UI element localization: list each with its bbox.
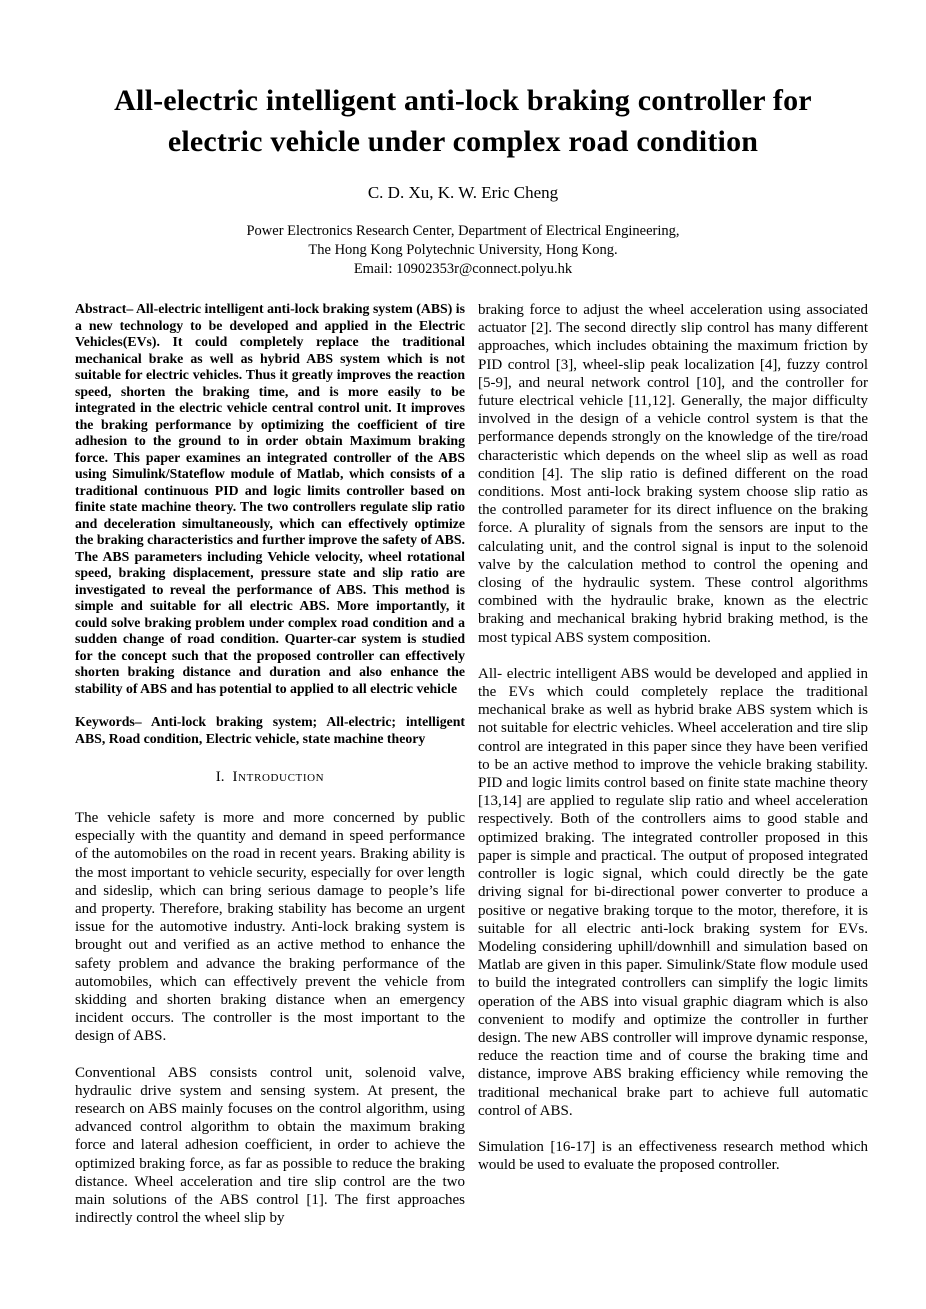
left-column — [75, 301, 465, 1227]
keywords-paragraph: Keywords– Anti-lock braking system; All-electric; intelligent ABS, Road condition, Electric vehicle, state machine theory — [75, 714, 465, 746]
right-column — [478, 301, 868, 1227]
two-column-body — [75, 301, 868, 1227]
introduction-heading — [75, 768, 465, 786]
intro-paragraph-2: Conventional ABS consists control unit, solenoid valve, hydraulic drive system and sensing system. At present, the research on ABS mainly focuses on the control algorithm, using advanced control algorithm to obtain the maximum braking force and lateral adhesion coefficient, in order to achieve the optimized braking force, as far as possible to reduce the braking distance. Wheel acceleration and tire slip control are the two main solutions of the ABS control [1]. The first approaches indirectly control the wheel slip by — [75, 1064, 465, 1227]
authors-line: C. D. Xu, K. W. Eric Cheng — [367, 183, 559, 202]
title-line-2: electric vehicle under complex road condition — [167, 125, 759, 158]
section-title: Introduction — [232, 769, 325, 785]
intro-paragraph-1: The vehicle safety is more and more concerned by public especially with the quantity and demand in speed performance of the automobiles on the road in recent years. Braking ability is the most important to vehicle security, especially for over length and sideslip, which can bring serious damage to people’s life and property. Therefore, braking stability has become an urgent issue for the automotive industry. Anti-lock braking system is brought out and verified as an active method to enhance the safety problem and advance the braking performance of the automobiles, which can effectively prevent the vehicle from skidding and shorten braking distance when an emergency incident occurs. The controller is the most important to the design of ABS. — [75, 810, 465, 1045]
affiliation-line-2: The Hong Kong Polytechnic University, Hong Kong. — [308, 242, 618, 258]
right-paragraph-1: braking force to adjust the wheel acceleration using associated actuator [2]. The second directly slip control has many different approaches, which includes obtaining the maximum friction by PID control [3], wheel-slip peak localization [4], fuzzy control [5-9], and neural network control [10], and the controller for future electrical vehicle [11,12]. Generally, the major difficulty involved in the design of a vehicle control system is that the performance depends strongly on the knowledge of the tire/road characteristic which depends on the wheel slip as well as road condition [4]. The slip ratio is defined different on the road conditions. Most anti-lock braking system choose slip ratio as the controlled parameter for its direct influence on the braking force. A plurality of signals from the sensors are input to the calculating unit, and the control signal is input to the solenoid valve by the calculation method to control the opening and closing of the hydraulic system. These control algorithms combined with the hydraulic brake, known as the electric braking and mechanical braking hybrid braking method, is the most typical ABS system composition. — [478, 302, 868, 646]
affiliation-line-1: Power Electronics Research Center, Department of Electrical Engineering, — [246, 223, 680, 239]
right-paragraph-3: Simulation [16-17] is an effectiveness research method which would be used to evaluate the proposed controller. — [478, 1138, 868, 1174]
paper-header — [0, 0, 926, 279]
affiliation-email-line: Email: 10902353r@connect.polyu.hk — [353, 261, 573, 277]
page-title — [0, 80, 926, 162]
right-paragraph-2: All- electric intelligent ABS would be developed and applied in the EVs which could completely replace the traditional mechanical brake as well as hybrid brake ABS system which is not suitable for electric vehicles. Wheel acceleration and tire slip control are integrated in this paper since they have been verified to be an active method to improve the vehicle braking stability. PID and logic limits control based on finite state machine theory [13,14] are applied to regulate slip ratio and wheel acceleration respectively. Both of the controllers aims to good stable and optimized braking. The integrated controller proposed in this paper is simple and practical. The output of proposed integrated controller is logic signal, which could directly be the gate driving signal for bi-directional power converter to produce a positive or negative braking torque to the motor, therefore, it is suitable for all electric anti-lock braking system for EVs. Modeling considering uphill/downhill and simulation based on Matlab are given in this paper. Simulink/State flow module used to build the integrated controllers can simplify the logic limits operation of the ABS into visual graphic diagram which is also convenient to modify and optimize the controller in further design. The new ABS controller will improve dynamic response, reduce the reaction time and of course the braking time and distance, improve ABS braking efficiency while removing the traditional mechanical brake part to achieve full automatic control of ABS. — [478, 665, 868, 1119]
affiliation-block — [0, 222, 926, 279]
title-line-1: All-electric intelligent anti-lock braking controller for — [114, 84, 812, 117]
section-number: I. — [215, 769, 225, 785]
abstract-paragraph: Abstract– All-electric intelligent anti-lock braking system (ABS) is a new technology to be developed and applied in the Electric Vehicles(EVs). It could completely replace the traditional mechanical brake as well as hybrid ABS system which is not suitable for electric vehicles. Thus it greatly improves the reaction speed, shorten the braking time, and is more easily to be integrated in the electric vehicle central control unit. It improves the braking performance by optimizing the coefficient of tire adhesion to the ground to in order obtain Maximum braking force. This paper examines an integrated controller of the ABS using Simulink/Stateflow module of Matlab, which consists of a traditional continuous PID and logic limits controller based on finite state machine theory. The two controllers regulate slip ratio and deceleration simultaneously, which can effectively optimize the braking characteristics and further improve the safety of ABS. The ABS parameters including Vehicle velocity, wheel rotational speed, braking displacement, pressure state and slip ratio are investigated to reveal the performance of ABS. This method is simple and suitable for all electric ABS. More importantly, it could solve braking problem under complex road condition and a sudden change of road condition. Quarter-car system is studied for the concept such that the proposed controller can effectively shorten braking distance and duration and also enhance the stability of ABS and has potential to applied to all electric vehicle — [75, 301, 465, 696]
